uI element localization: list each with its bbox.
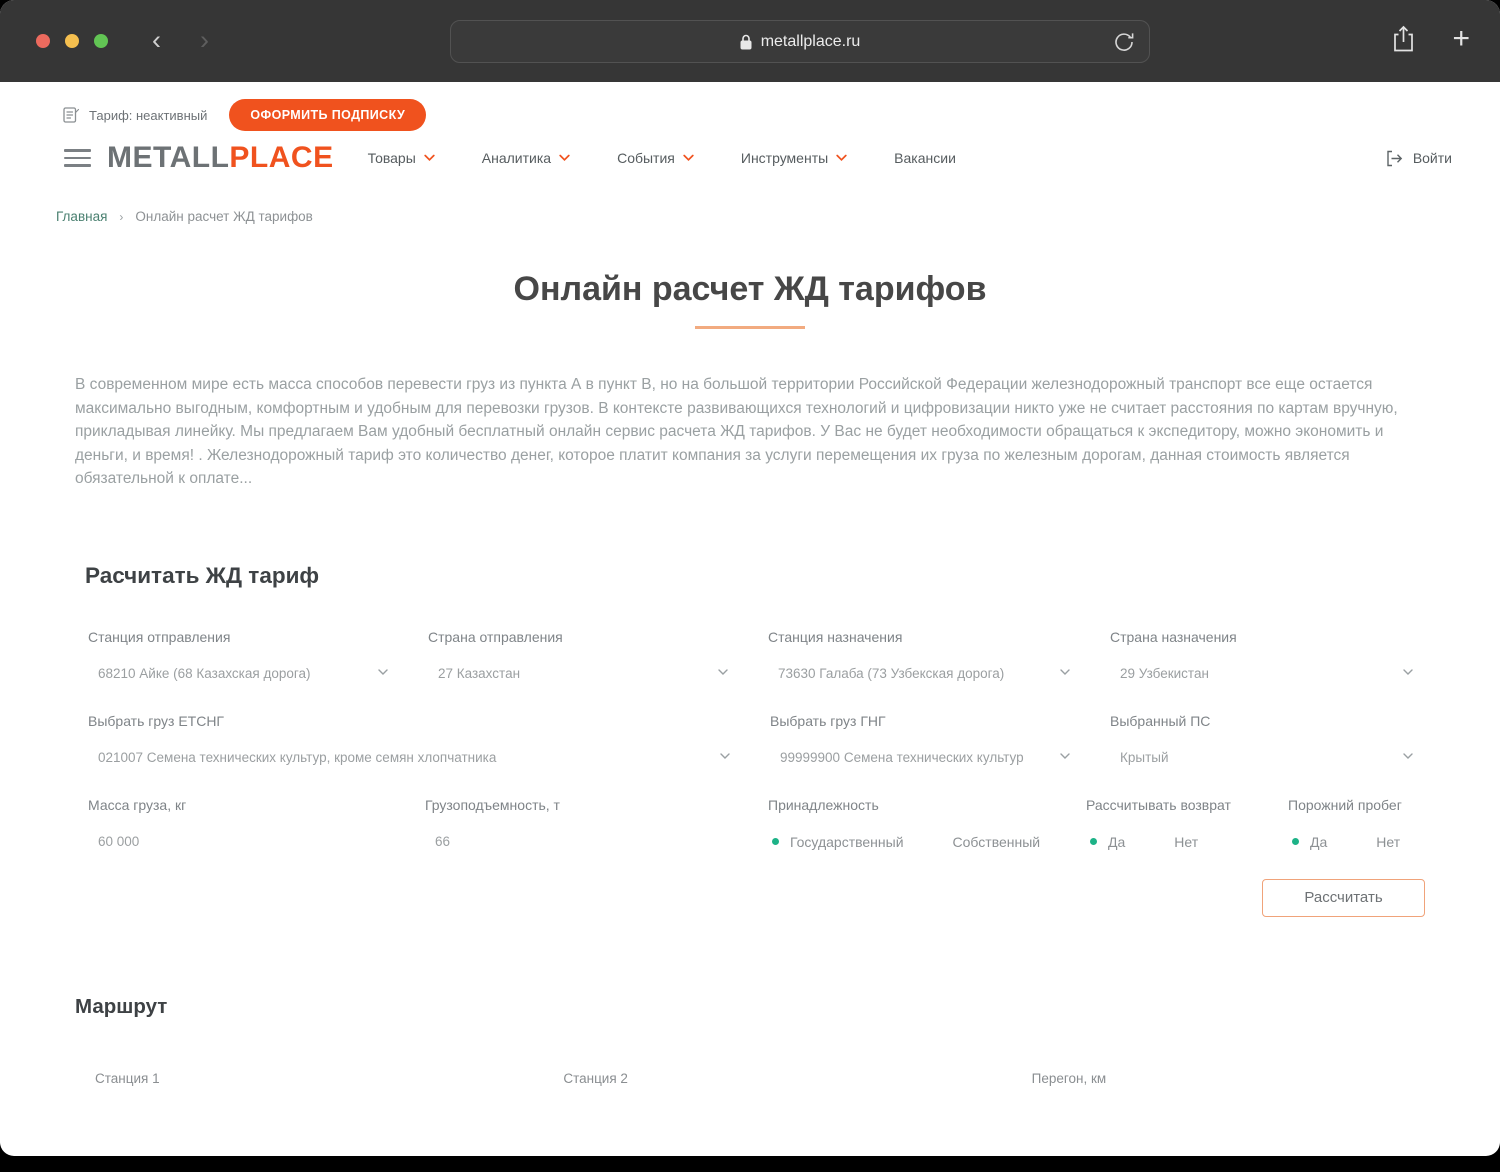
destination-station-select[interactable] <box>768 666 1110 683</box>
calculator-heading: Расчитать ЖД тариф <box>85 562 320 588</box>
field-label: Страна отправления <box>428 628 563 645</box>
browser-forward-button[interactable]: › <box>200 25 209 55</box>
field-value: 99999900 Семена технических культур <box>780 749 1024 765</box>
utility-bar <box>0 82 1500 131</box>
chevron-down-icon <box>559 154 570 162</box>
browser-chrome <box>0 0 1500 82</box>
chevron-down-icon <box>720 753 730 760</box>
field-label: Рассчитывать возврат <box>1086 796 1231 813</box>
chevron-down-icon <box>1060 753 1070 760</box>
chevron-down-icon <box>378 669 388 676</box>
calc-return-field <box>1086 797 1288 851</box>
radio-label: Да <box>1108 833 1126 850</box>
radio-selected-dot <box>1090 838 1097 845</box>
radio-selected-dot <box>1292 838 1299 845</box>
traffic-lights <box>36 34 108 48</box>
browser-back-button[interactable]: ‹ <box>152 25 161 55</box>
empty-run-radio-group <box>1288 834 1425 850</box>
field-value: 021007 Семена технических культур, кроме семян хлопчатника <box>98 749 497 765</box>
field-label: Выбрать груз ЕТСНГ <box>88 712 225 729</box>
field-label: Грузоподъемность, т <box>425 796 560 813</box>
nav-item-products[interactable] <box>368 150 435 166</box>
field-label: Порожний пробег <box>1288 796 1402 813</box>
logo-place: PLACE <box>229 141 334 174</box>
departure-country-select[interactable] <box>428 666 768 683</box>
cargo-mass-field <box>88 797 425 851</box>
empty-run-field <box>1288 797 1425 851</box>
nav-label: Инструменты <box>740 150 829 166</box>
radio-return-no[interactable] <box>1163 834 1198 850</box>
logo[interactable] <box>107 141 334 175</box>
route-column-distance: Перегон, км <box>1031 1070 1107 1086</box>
site-header <box>0 131 1500 175</box>
field-value: 29 Узбекистан <box>1120 665 1209 681</box>
radio-selected-dot <box>772 838 779 845</box>
field-label: Станция назначения <box>768 628 903 645</box>
nav-item-tools[interactable] <box>741 150 847 166</box>
page-content <box>0 82 1500 1086</box>
field-label: Станция отправления <box>88 628 231 645</box>
field-value: 27 Казахстан <box>438 665 521 681</box>
reload-icon[interactable] <box>1113 31 1135 58</box>
cargo-gng-field <box>770 713 1110 767</box>
zoom-window-button[interactable] <box>94 34 108 48</box>
nav-label: Вакансии <box>894 150 956 166</box>
share-icon[interactable] <box>1391 24 1416 54</box>
minimize-window-button[interactable] <box>65 34 79 48</box>
subscribe-button[interactable]: ОФОРМИТЬ ПОДПИСКУ <box>229 99 426 131</box>
chevron-down-icon <box>683 154 694 162</box>
address-bar[interactable] <box>450 20 1150 63</box>
field-label: Выбрать груз ГНГ <box>770 712 886 729</box>
tariff-form <box>88 629 1425 851</box>
chevron-down-icon <box>1403 753 1413 760</box>
cargo-mass-input[interactable]: 60 000 <box>98 833 140 849</box>
radio-label: Да <box>1310 833 1328 850</box>
nav-item-vacancies[interactable] <box>894 150 956 166</box>
chevron-down-icon <box>424 154 435 162</box>
calc-return-radio-group <box>1086 834 1288 850</box>
radio-empty-yes[interactable] <box>1292 834 1327 850</box>
nav-label: События <box>617 150 675 166</box>
cargo-etsng-select[interactable] <box>88 750 770 767</box>
main-nav <box>368 150 956 166</box>
radio-empty-no[interactable] <box>1365 834 1400 850</box>
breadcrumb-separator: › <box>119 209 124 224</box>
nav-item-analytics[interactable] <box>482 150 570 166</box>
field-value: Крытый <box>1120 749 1169 765</box>
destination-country-select[interactable] <box>1110 666 1425 683</box>
radio-return-yes[interactable] <box>1090 834 1125 850</box>
new-tab-icon[interactable]: + <box>1452 22 1470 55</box>
radio-label: Нет <box>1174 833 1199 850</box>
lock-icon <box>740 34 752 50</box>
nav-label: Товары <box>367 150 416 166</box>
tariff-status-label: Тариф: неактивный <box>89 107 208 123</box>
nav-item-events[interactable] <box>617 150 694 166</box>
logo-metall: METALL <box>107 141 230 174</box>
tariff-status <box>62 106 207 124</box>
chevron-down-icon <box>718 669 728 676</box>
field-label: Страна назначения <box>1110 628 1237 645</box>
close-window-button[interactable] <box>36 34 50 48</box>
rolling-stock-select[interactable] <box>1110 750 1425 767</box>
field-label: Масса груза, кг <box>88 796 187 813</box>
field-label: Выбранный ПС <box>1110 712 1211 729</box>
login-button[interactable] <box>1385 150 1452 167</box>
breadcrumb <box>0 175 1500 224</box>
route-column-station2: Станция 2 <box>563 1070 628 1086</box>
radio-state-owned[interactable] <box>772 834 904 850</box>
capacity-field <box>425 797 768 851</box>
title-underline <box>695 326 805 329</box>
chevron-down-icon <box>1403 669 1413 676</box>
route-column-station1: Станция 1 <box>95 1070 160 1086</box>
destination-country-field <box>1110 629 1425 683</box>
ownership-radio-group <box>768 834 1086 850</box>
login-label: Войти <box>1412 150 1452 166</box>
field-value: 68210 Айке (68 Казахская дорога) <box>98 665 311 681</box>
radio-label: Нет <box>1376 833 1401 850</box>
radio-private-owned[interactable] <box>942 834 1041 850</box>
tariff-document-icon <box>62 106 80 124</box>
nav-label: Аналитика <box>481 150 552 166</box>
destination-station-field <box>768 629 1110 683</box>
chevron-down-icon <box>836 154 847 162</box>
login-icon <box>1385 150 1404 167</box>
breadcrumb-current: Онлайн расчет ЖД тарифов <box>135 209 313 224</box>
rolling-stock-field <box>1110 713 1425 767</box>
departure-country-field <box>428 629 768 683</box>
calculate-button[interactable]: Рассчитать <box>1262 879 1425 917</box>
capacity-input[interactable]: 66 <box>435 833 451 849</box>
url-text: metallplace.ru <box>760 32 861 50</box>
radio-label: Государственный <box>790 833 904 850</box>
radio-label: Собственный <box>952 833 1041 850</box>
chrome-actions <box>1391 24 1470 54</box>
field-value: 73630 Галаба (73 Узбекская дорога) <box>778 665 1005 681</box>
page-title: Онлайн расчет ЖД тарифов <box>513 270 987 308</box>
ownership-field <box>768 797 1086 851</box>
intro-paragraph: В современном мире есть масса способов перевести груз из пункта А в пункт В, но на большой территории Российской Федерации железнодорожный транспорт все еще остается максимально выгодным, комфортным и удобным для перевозки грузов. В контексте развивающихся технологий и цифровизации никто уже не считает расстояния по картам вручную, прикладывая линейку. Мы предлагаем Вам удобный бесплатный онлайн сервис расчета ЖД тарифов. У Вас не будет необходимости обращаться к экспедитору, можно экономить и деньги, и время! . Железнодорожный тариф это количество денег, которое платит компания за услуги перемещения их груза по железным дорогам, данная стоимость является обязательной к оплате... <box>75 376 1398 487</box>
departure-station-select[interactable] <box>88 666 428 683</box>
route-heading: Маршрут <box>75 994 168 1018</box>
cargo-gng-select[interactable] <box>770 750 1110 767</box>
route-table-header <box>75 1071 1500 1086</box>
chevron-down-icon <box>1060 669 1070 676</box>
cargo-etsng-field <box>88 713 770 767</box>
breadcrumb-home-link[interactable]: Главная <box>56 209 108 224</box>
departure-station-field <box>88 629 428 683</box>
field-label: Принадлежность <box>768 796 879 813</box>
menu-icon[interactable] <box>64 149 91 167</box>
